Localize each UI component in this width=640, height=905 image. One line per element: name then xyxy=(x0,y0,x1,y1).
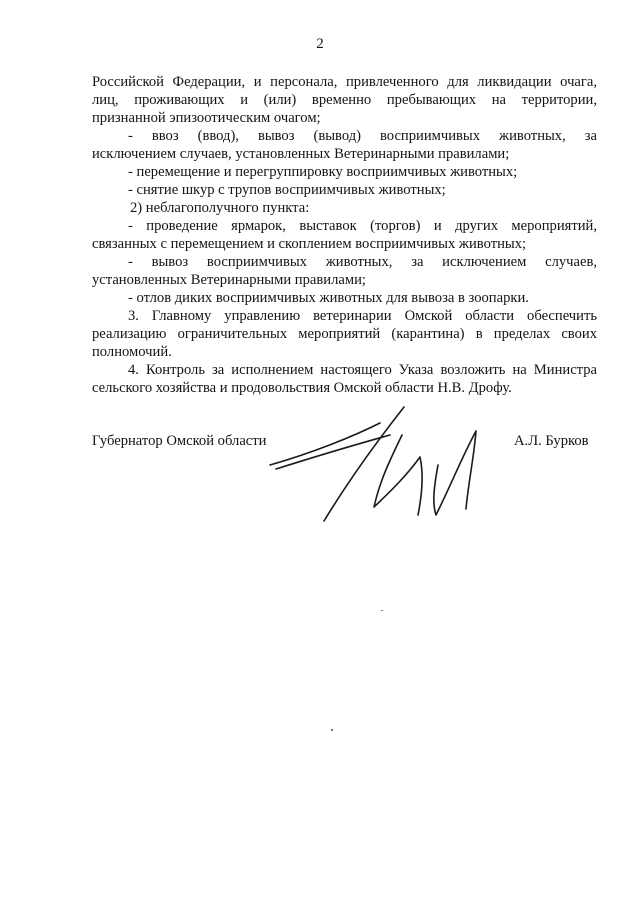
paragraph-4-line-2: сельского хозяйства и продовольствия Омской области Н.В. Дрофу. xyxy=(92,380,512,396)
signatory-title: Губернатор Омской области xyxy=(92,433,267,449)
list-item-removal: - вывоз восприимчивых животных, за исключением случаев, xyxy=(128,254,597,270)
body-line-12: установленных Ветеринарными правилами; xyxy=(92,272,366,288)
list-item-skinning: - снятие шкур с трупов восприимчивых животных; xyxy=(128,182,446,198)
signatory-name: А.Л. Бурков xyxy=(514,433,589,449)
paragraph-3-line-1: 3. Главному управлению ветеринарии Омской области обеспечить xyxy=(128,308,597,324)
paragraph-4-line-1: 4. Контроль за исполнением настоящего Указа возложить на Министра xyxy=(128,362,597,378)
list-item-relocation: - перемещение и перегруппировку восприимчивых животных; xyxy=(128,164,518,180)
body-line-1: Российской Федерации, и персонала, привлеченного для ликвидации очага, xyxy=(92,74,597,90)
body-line-3: признанной эпизоотическим очагом; xyxy=(92,110,321,126)
scan-speck xyxy=(381,610,383,611)
page-number: 2 xyxy=(316,36,324,52)
subsection-heading: 2) неблагополучного пункта: xyxy=(130,200,310,216)
paragraph-3-line-2: реализацию ограничительных мероприятий (карантина) в пределах своих xyxy=(92,326,597,342)
body-line-5: исключением случаев, установленных Ветеринарными правилами; xyxy=(92,146,510,162)
list-item-trapping: - отлов диких восприимчивых животных для вывоза в зоопарки. xyxy=(128,290,529,306)
list-item-import-export: - ввоз (ввод), вывоз (вывод) восприимчивых животных, за xyxy=(128,128,597,144)
handwritten-signature xyxy=(262,395,492,525)
body-line-10: связанных с перемещением и скоплением восприимчивых животных; xyxy=(92,236,527,252)
list-item-fairs: - проведение ярмарок, выставок (торгов) и других мероприятий, xyxy=(128,218,597,234)
body-line-2: лиц, проживающих и (или) временно пребывающих на территории, xyxy=(92,92,597,108)
scan-speck xyxy=(331,729,333,731)
paragraph-3-line-3: полномочий. xyxy=(92,344,172,360)
